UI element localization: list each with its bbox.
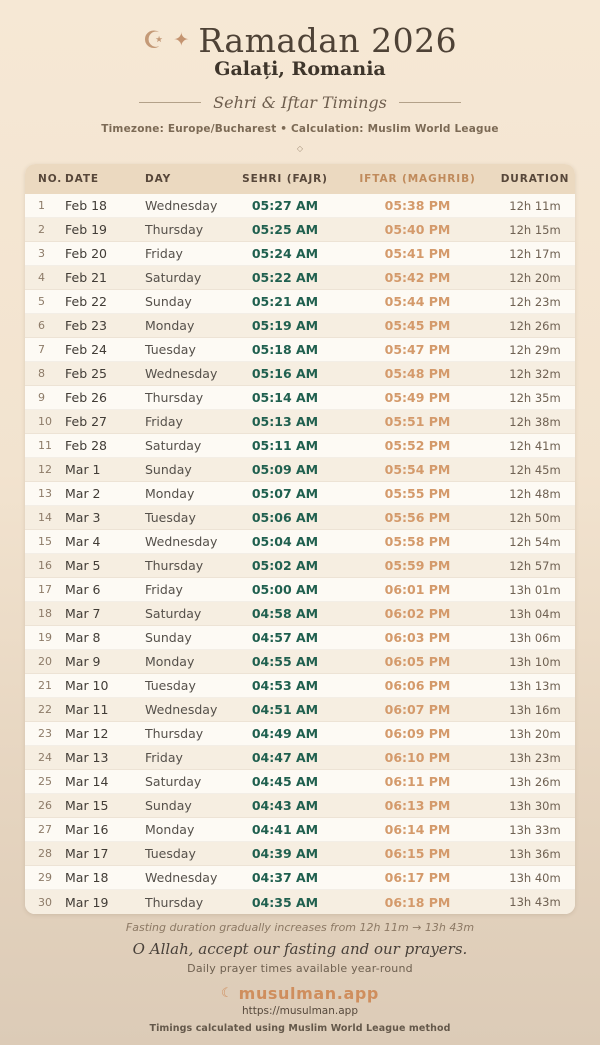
sehri-cell: 04:51 AM — [230, 698, 340, 722]
duration-cell: 12h 11m — [509, 198, 561, 213]
iftar-cell: 05:56 PM — [340, 506, 495, 530]
sehri-cell: 05:06 AM — [230, 506, 340, 530]
sehri-cell: 04:39 AM — [230, 842, 340, 866]
iftar-cell: 05:51 PM — [340, 410, 495, 434]
day-cell: Saturday — [145, 602, 230, 626]
duration-cell: 12h 54m — [495, 530, 575, 554]
date-cell: Mar 10 — [65, 674, 145, 698]
no-cell: 20 — [25, 650, 65, 674]
no-cell: 7 — [25, 338, 65, 362]
iftar-cell: 06:05 PM — [340, 650, 495, 674]
duration-cell: 13h 26m — [495, 770, 575, 794]
iftar-cell: 06:18 PM — [340, 890, 495, 914]
table-row — [25, 554, 575, 578]
sehri-cell: 05:18 AM — [230, 338, 340, 362]
sehri-cell: 04:35 AM — [230, 890, 340, 914]
duration-cell: 13h 40m — [495, 866, 575, 890]
duration-cell: 13h 04m — [495, 602, 575, 626]
sehri-cell: 04:53 AM — [230, 674, 340, 698]
table-row — [25, 578, 575, 602]
table-header — [25, 164, 575, 194]
sehri-cell: 05:09 AM — [230, 458, 340, 482]
duration-cell: 13h 33m — [495, 818, 575, 842]
iftar-cell: 05:38 PM — [384, 198, 451, 214]
table-row — [25, 650, 575, 674]
availability-text: Daily prayer times available year-round — [187, 961, 413, 975]
crescent-star-icon: ☪ — [142, 25, 165, 54]
duration-cell: 12h 48m — [495, 482, 575, 506]
duration-cell: 12h 17m — [495, 242, 575, 266]
fasting-duration-note: Fasting duration gradually increases from 12h 11m → 13h 43m — [125, 920, 475, 934]
iftar-cell: 05:59 PM — [340, 554, 495, 578]
date-cell: Feb 22 — [65, 290, 145, 314]
date-cell: Mar 13 — [65, 746, 145, 770]
sehri-cell: 04:49 AM — [230, 722, 340, 746]
iftar-cell: 06:15 PM — [340, 842, 495, 866]
col-header-iftar: IFTAR (MAGHRIB) — [340, 164, 495, 194]
no-cell: 18 — [25, 602, 65, 626]
sehri-cell: 05:21 AM — [230, 290, 340, 314]
day-cell: Friday — [145, 410, 230, 434]
iftar-cell: 06:02 PM — [340, 602, 495, 626]
table-row — [25, 530, 575, 554]
day-cell: Sunday — [145, 626, 230, 650]
col-header-sehri: SEHRI (FAJR) — [230, 164, 340, 194]
duration-cell: 12h 50m — [495, 506, 575, 530]
date-cell: Feb 18 — [65, 198, 108, 214]
iftar-cell: 05:52 PM — [340, 434, 495, 458]
iftar-cell: 06:13 PM — [340, 794, 495, 818]
sehri-cell: 05:13 AM — [230, 410, 340, 434]
sehri-cell: 04:57 AM — [230, 626, 340, 650]
day-cell: Thursday — [145, 554, 230, 578]
day-cell: Thursday — [145, 218, 230, 242]
no-cell: 13 — [25, 482, 65, 506]
sehri-cell: 04:58 AM — [230, 602, 340, 626]
iftar-cell: 05:55 PM — [340, 482, 495, 506]
table-row — [25, 626, 575, 650]
date-cell: Mar 12 — [65, 722, 145, 746]
no-cell: 10 — [25, 410, 65, 434]
day-cell: Friday — [145, 746, 230, 770]
duration-cell: 13h 30m — [495, 794, 575, 818]
date-cell: Mar 15 — [65, 794, 145, 818]
duration-cell: 13h 01m — [495, 578, 575, 602]
day-cell: Tuesday — [145, 674, 230, 698]
day-cell: Sunday — [145, 794, 230, 818]
timings-table-card — [25, 164, 575, 914]
table-row — [25, 602, 575, 626]
brand-url: https://musulman.app — [242, 1004, 358, 1017]
day-cell: Monday — [145, 482, 230, 506]
day-cell: Monday — [145, 314, 230, 338]
no-cell: 16 — [25, 554, 65, 578]
table-row — [25, 266, 575, 290]
day-cell: Sunday — [145, 290, 230, 314]
no-cell: 9 — [25, 386, 65, 410]
duration-cell: 13h 16m — [495, 698, 575, 722]
date-cell: Feb 28 — [65, 434, 145, 458]
no-cell: 17 — [25, 578, 65, 602]
duration-cell: 13h 23m — [495, 746, 575, 770]
day-cell: Wednesday — [145, 198, 218, 214]
day-cell: Wednesday — [145, 698, 230, 722]
no-cell: 25 — [25, 770, 65, 794]
location-subtitle: Galați, Romania — [214, 58, 386, 80]
duration-cell: 13h 43m — [495, 890, 575, 914]
date-cell: Feb 25 — [65, 362, 145, 386]
duration-cell: 12h 29m — [495, 338, 575, 362]
brand-name: musulman.app — [238, 983, 379, 1003]
title-row — [0, 21, 600, 60]
sehri-cell: 05:11 AM — [230, 434, 340, 458]
sehri-cell: 05:25 AM — [230, 218, 340, 242]
page-title: Ramadan 2026 — [198, 21, 458, 60]
no-cell: 8 — [25, 362, 65, 386]
day-cell: Saturday — [145, 770, 230, 794]
duration-cell: 12h 35m — [495, 386, 575, 410]
date-cell: Feb 21 — [65, 266, 145, 290]
day-cell: Wednesday — [145, 362, 230, 386]
table-row — [25, 770, 575, 794]
iftar-cell: 06:01 PM — [340, 578, 495, 602]
duration-cell: 12h 20m — [495, 266, 575, 290]
iftar-cell: 06:09 PM — [340, 722, 495, 746]
sehri-cell: 05:02 AM — [230, 554, 340, 578]
duration-cell: 12h 38m — [495, 410, 575, 434]
sehri-cell: 05:07 AM — [230, 482, 340, 506]
date-cell: Feb 27 — [65, 410, 145, 434]
table-row — [25, 818, 575, 842]
sehri-cell: 05:04 AM — [230, 530, 340, 554]
no-cell: 12 — [25, 458, 65, 482]
iftar-cell: 05:47 PM — [340, 338, 495, 362]
table-row — [25, 242, 575, 266]
no-cell: 26 — [25, 794, 65, 818]
table-row — [25, 506, 575, 530]
day-cell: Tuesday — [145, 506, 230, 530]
table-row — [25, 338, 575, 362]
no-cell: 21 — [25, 674, 65, 698]
date-cell: Feb 19 — [65, 218, 145, 242]
date-cell: Mar 16 — [65, 818, 145, 842]
date-cell: Mar 17 — [65, 842, 145, 866]
sehri-cell: 04:43 AM — [230, 794, 340, 818]
table-row — [25, 842, 575, 866]
sparkle-icon: ✦ — [173, 29, 190, 51]
timezone-calculation-meta: Timezone: Europe/Bucharest • Calculation: Muslim World League — [101, 122, 499, 135]
sehri-cell: 05:22 AM — [230, 266, 340, 290]
col-header-duration: DURATION — [495, 164, 575, 194]
table-row — [25, 482, 575, 506]
brand-crescent-icon: ☾ — [221, 985, 233, 1001]
sehri-cell: 04:47 AM — [230, 746, 340, 770]
no-cell: 14 — [25, 506, 65, 530]
duration-cell: 12h 32m — [495, 362, 575, 386]
duration-cell: 13h 06m — [495, 626, 575, 650]
iftar-cell: 06:11 PM — [340, 770, 495, 794]
col-header-date: DATE — [65, 164, 145, 194]
table-row — [25, 458, 575, 482]
no-cell: 24 — [25, 746, 65, 770]
iftar-cell: 05:44 PM — [340, 290, 495, 314]
date-cell: Feb 26 — [65, 386, 145, 410]
table-row — [25, 290, 575, 314]
no-cell: 6 — [25, 314, 65, 338]
iftar-cell: 06:07 PM — [340, 698, 495, 722]
day-cell: Thursday — [145, 722, 230, 746]
no-cell: 30 — [25, 890, 65, 914]
diamond-ornament-icon: ◇ — [296, 143, 304, 153]
sehri-cell: 05:14 AM — [230, 386, 340, 410]
no-cell: 23 — [25, 722, 65, 746]
iftar-cell: 06:03 PM — [340, 626, 495, 650]
iftar-cell: 05:41 PM — [340, 242, 495, 266]
date-cell: Mar 4 — [65, 530, 145, 554]
no-cell: 2 — [25, 218, 65, 242]
date-cell: Mar 6 — [65, 578, 145, 602]
table-row — [25, 866, 575, 890]
table-row — [25, 746, 575, 770]
subtitle-row — [0, 93, 600, 112]
day-cell: Thursday — [145, 386, 230, 410]
iftar-cell: 05:42 PM — [340, 266, 495, 290]
date-cell: Feb 24 — [65, 338, 145, 362]
iftar-cell: 05:40 PM — [340, 218, 495, 242]
date-cell: Mar 7 — [65, 602, 145, 626]
duration-cell: 12h 26m — [495, 314, 575, 338]
col-header-day: DAY — [145, 164, 230, 194]
day-cell: Saturday — [145, 266, 230, 290]
sehri-cell: 05:24 AM — [230, 242, 340, 266]
page-header — [0, 0, 600, 153]
iftar-cell: 06:06 PM — [340, 674, 495, 698]
date-cell: Mar 19 — [65, 890, 145, 914]
divider-line-left — [139, 102, 201, 103]
table-row — [25, 362, 575, 386]
date-cell: Feb 23 — [65, 314, 145, 338]
date-cell: Mar 1 — [65, 458, 145, 482]
divider-line-right — [399, 102, 461, 103]
date-cell: Mar 2 — [65, 482, 145, 506]
date-cell: Feb 20 — [65, 242, 145, 266]
no-cell: 29 — [25, 866, 65, 890]
sehri-cell: 04:37 AM — [230, 866, 340, 890]
day-cell: Tuesday — [145, 842, 230, 866]
table-row — [25, 674, 575, 698]
day-cell: Monday — [145, 818, 230, 842]
no-cell: 11 — [25, 434, 65, 458]
brand-row — [0, 984, 600, 1003]
no-cell: 28 — [25, 842, 65, 866]
date-cell: Mar 8 — [65, 626, 145, 650]
table-row — [25, 218, 575, 242]
no-cell: 27 — [25, 818, 65, 842]
duration-cell: 12h 41m — [495, 434, 575, 458]
calculation-method-note: Timings calculated using Muslim World League method — [149, 1022, 451, 1034]
no-cell: 19 — [25, 626, 65, 650]
duration-cell: 12h 15m — [495, 218, 575, 242]
table-row — [25, 194, 575, 218]
date-cell: Mar 14 — [65, 770, 145, 794]
day-cell: Wednesday — [145, 866, 230, 890]
day-cell: Friday — [145, 242, 230, 266]
table-row — [25, 722, 575, 746]
table-row — [25, 314, 575, 338]
timings-table — [25, 164, 575, 914]
day-cell: Thursday — [145, 890, 230, 914]
iftar-cell: 06:14 PM — [340, 818, 495, 842]
iftar-cell: 05:58 PM — [340, 530, 495, 554]
date-cell: Mar 3 — [65, 506, 145, 530]
sehri-cell: 04:55 AM — [230, 650, 340, 674]
table-header-row — [25, 164, 575, 194]
no-cell: 3 — [25, 242, 65, 266]
iftar-cell: 06:10 PM — [340, 746, 495, 770]
no-cell: 5 — [25, 290, 65, 314]
col-header-no: NO. — [25, 164, 65, 194]
sehri-cell: 04:45 AM — [230, 770, 340, 794]
iftar-cell: 05:54 PM — [340, 458, 495, 482]
iftar-cell: 05:49 PM — [340, 386, 495, 410]
page-footer — [0, 921, 600, 1034]
no-cell: 22 — [25, 698, 65, 722]
iftar-cell: 06:17 PM — [340, 866, 495, 890]
sehri-cell: 05:19 AM — [230, 314, 340, 338]
table-body — [25, 194, 575, 914]
day-cell: Monday — [145, 650, 230, 674]
duration-cell: 12h 23m — [495, 290, 575, 314]
duration-cell: 13h 13m — [495, 674, 575, 698]
sehri-cell: 05:16 AM — [230, 362, 340, 386]
sehri-cell: 05:27 AM — [251, 198, 319, 214]
date-cell: Mar 11 — [65, 698, 145, 722]
table-row — [25, 698, 575, 722]
sehri-cell: 04:41 AM — [230, 818, 340, 842]
day-cell: Tuesday — [145, 338, 230, 362]
duration-cell: 12h 57m — [495, 554, 575, 578]
day-cell: Sunday — [145, 458, 230, 482]
timings-subtitle: Sehri & Iftar Timings — [213, 92, 387, 112]
table-row — [25, 890, 575, 914]
no-cell: 4 — [25, 266, 65, 290]
date-cell: Mar 5 — [65, 554, 145, 578]
day-cell: Saturday — [145, 434, 230, 458]
no-cell: 15 — [25, 530, 65, 554]
table-row — [25, 410, 575, 434]
duration-cell: 13h 10m — [495, 650, 575, 674]
day-cell: Friday — [145, 578, 230, 602]
duration-cell: 13h 20m — [495, 722, 575, 746]
date-cell: Mar 18 — [65, 866, 145, 890]
table-row — [25, 794, 575, 818]
table-row — [25, 434, 575, 458]
sehri-cell: 05:00 AM — [230, 578, 340, 602]
day-cell: Wednesday — [145, 530, 230, 554]
dua-text: O Allah, accept our fasting and our prayers. — [132, 939, 468, 958]
table-row — [25, 386, 575, 410]
iftar-cell: 05:45 PM — [340, 314, 495, 338]
date-cell: Mar 9 — [65, 650, 145, 674]
no-cell: 1 — [38, 199, 45, 213]
duration-cell: 12h 45m — [495, 458, 575, 482]
iftar-cell: 05:48 PM — [340, 362, 495, 386]
duration-cell: 13h 36m — [495, 842, 575, 866]
